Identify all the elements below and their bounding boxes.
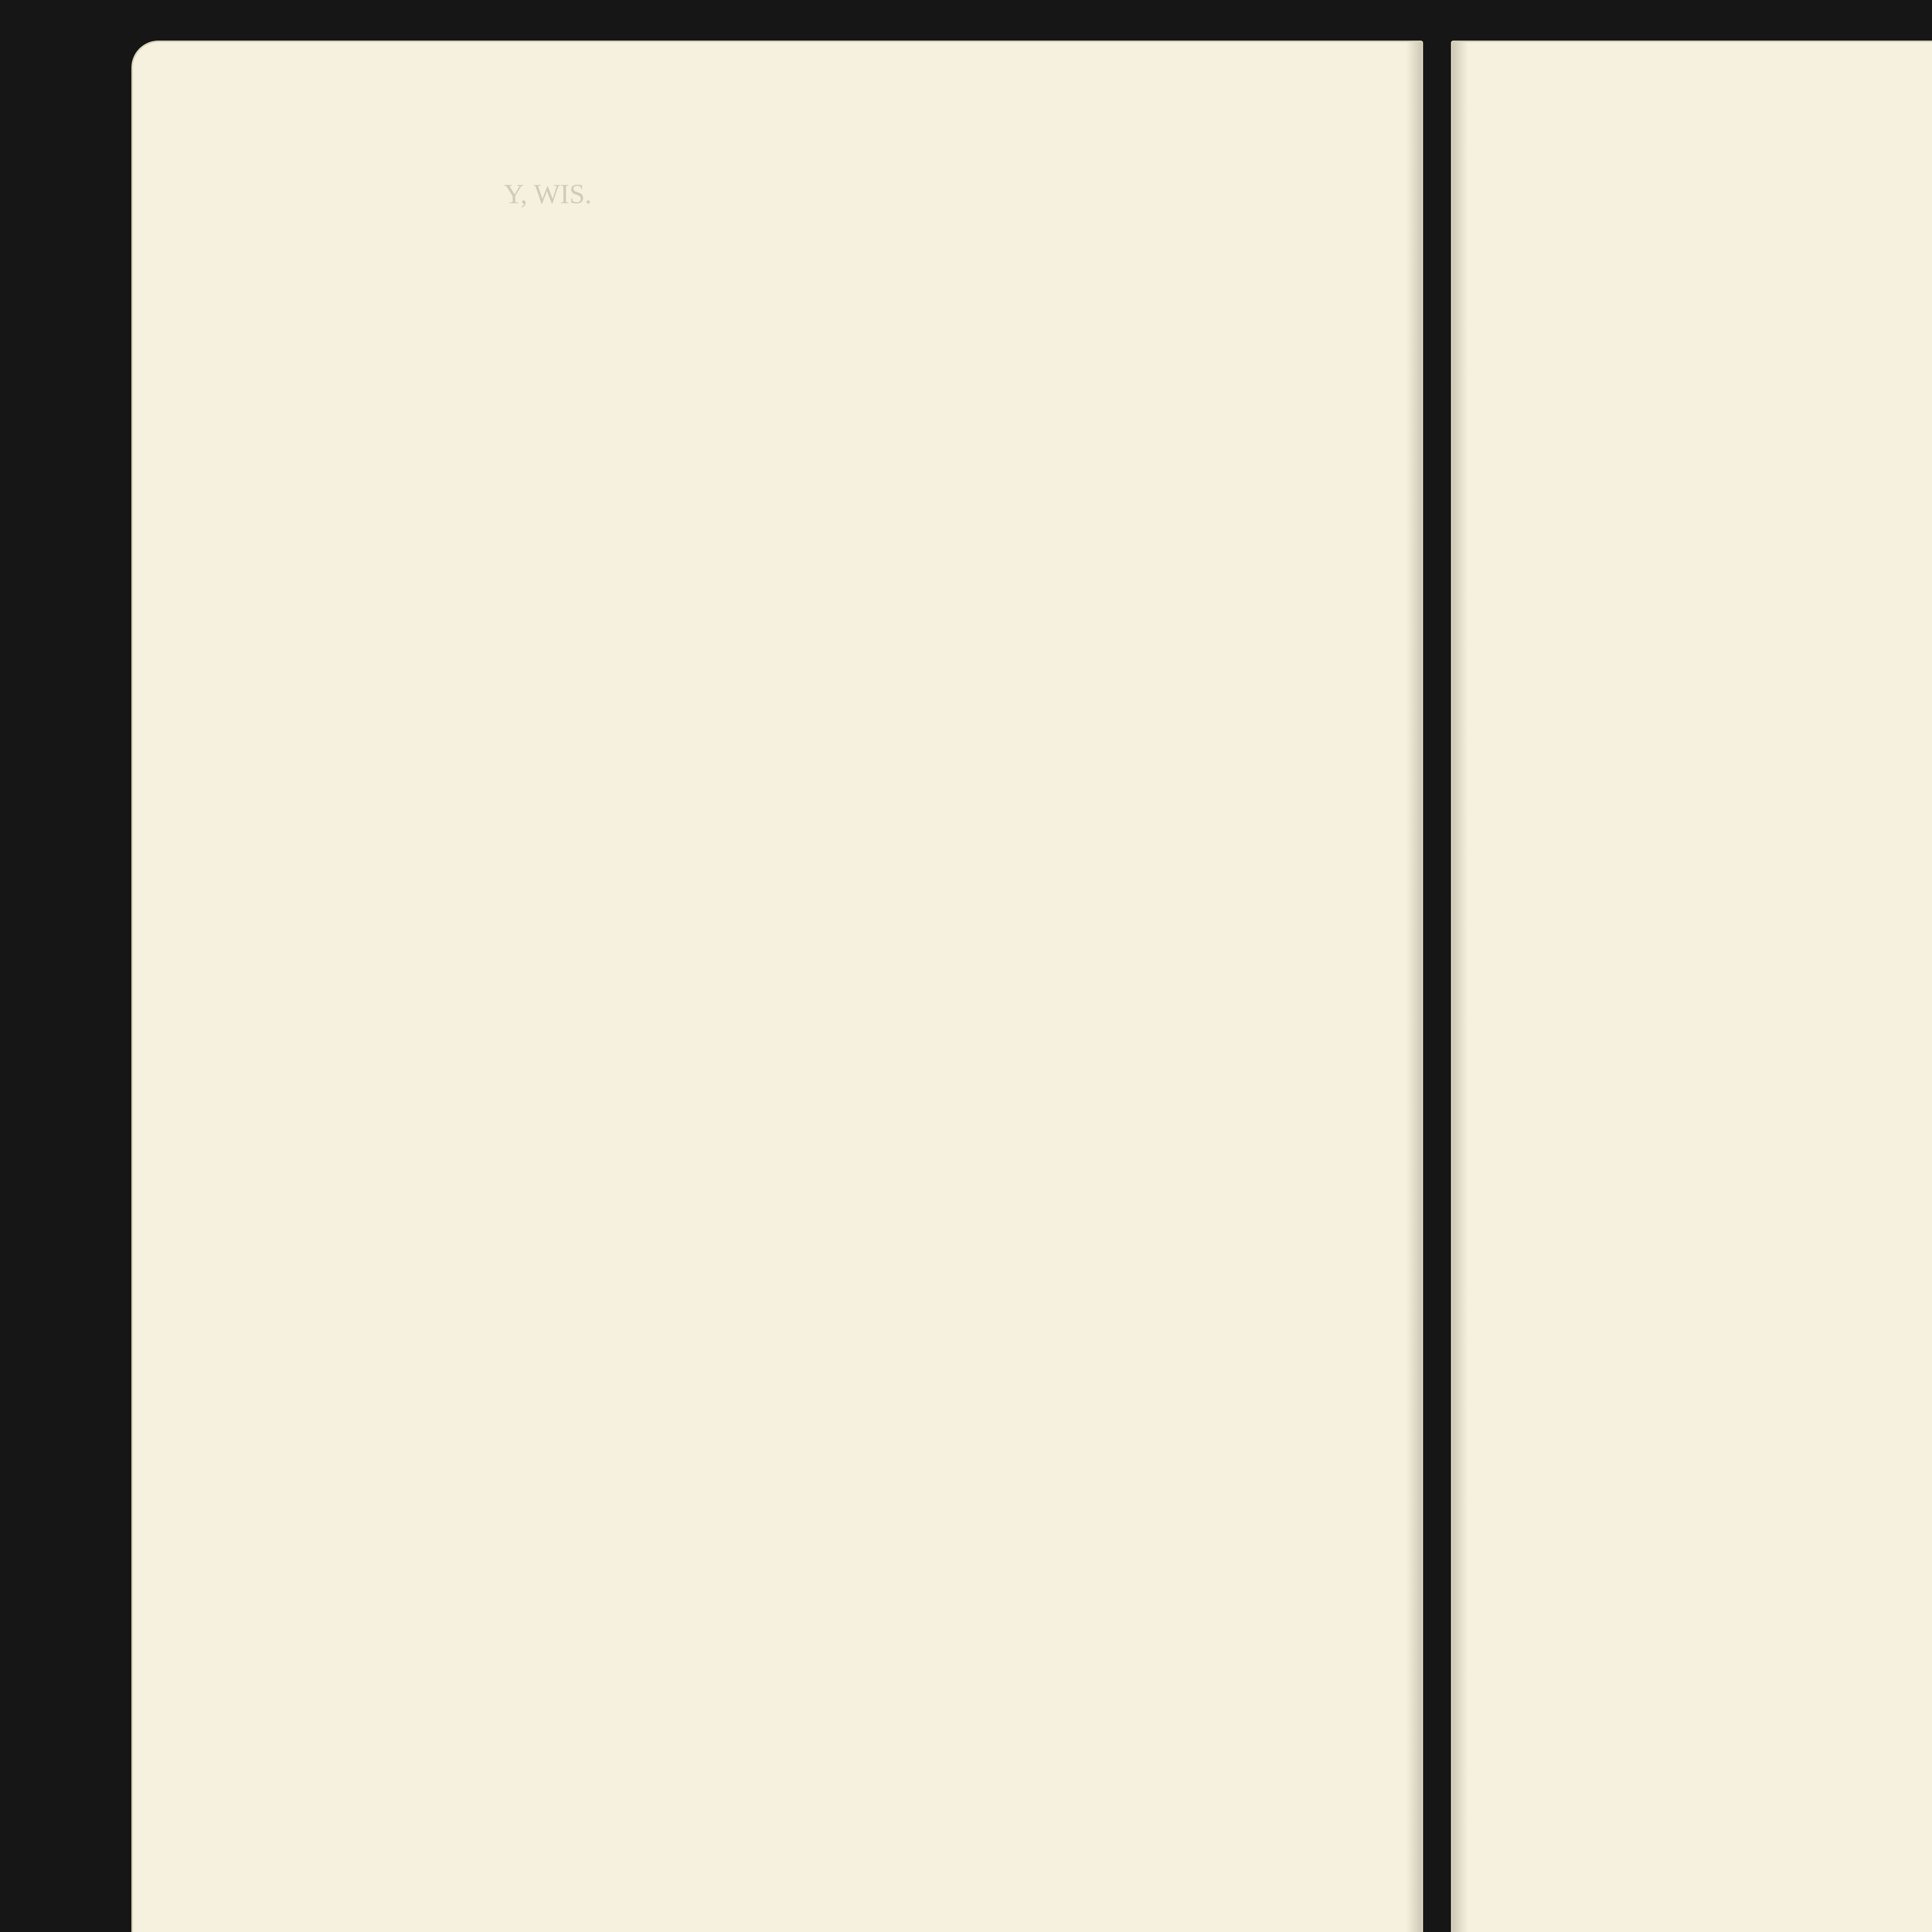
right-ledger-page <box>1451 41 1932 1932</box>
left-ledger-page <box>131 41 1423 1932</box>
bleed-through-text: Y, WIS. <box>504 179 592 209</box>
